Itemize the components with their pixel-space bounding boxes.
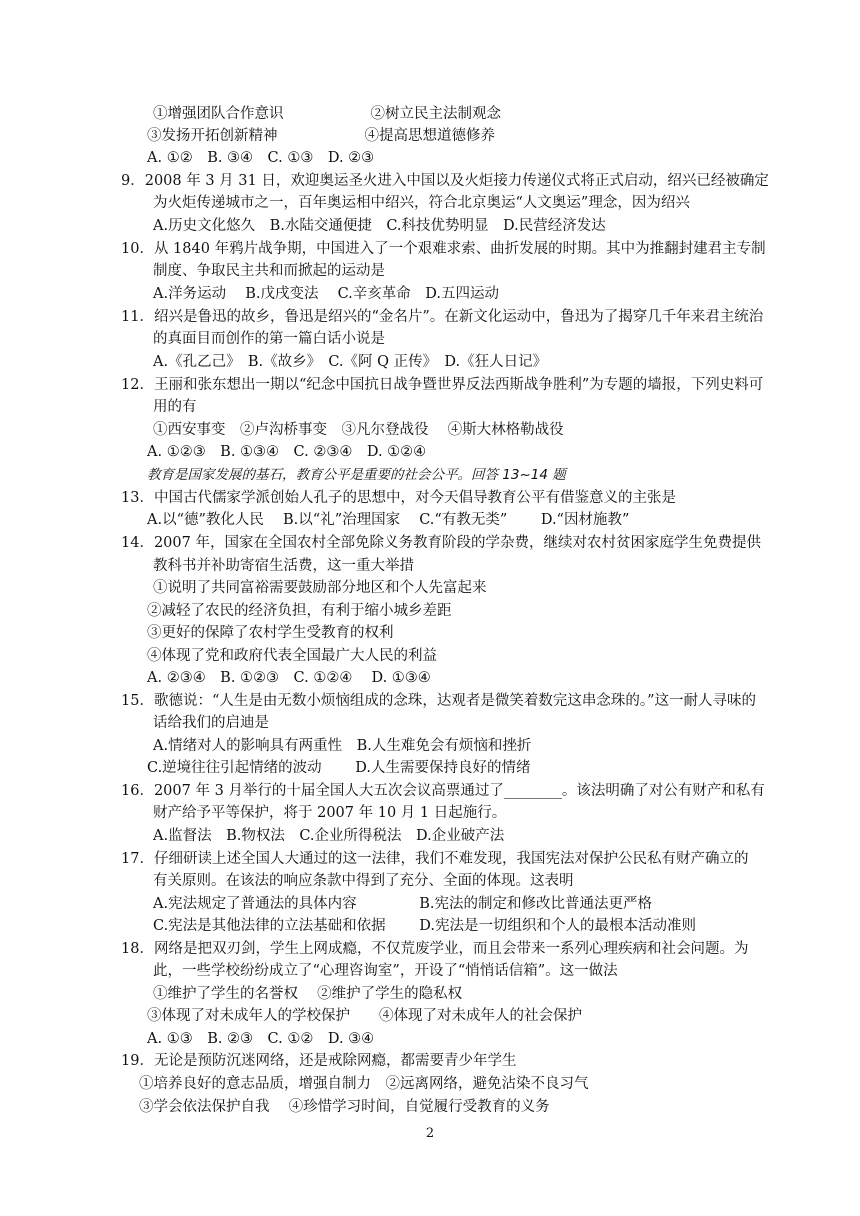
text-line: C.逆境往往引起情绪的波动 D.人生需要保持良好的情绪 bbox=[147, 760, 531, 776]
text-line: 11．绍兴是鲁迅的故乡，鲁迅是绍兴的“金名片”。在新文化运动中，鲁迅为了揭穿几千年来君主统治 bbox=[121, 309, 764, 325]
text-line: 话给我们的启迪是 bbox=[153, 715, 269, 731]
text-line: 制度、争取民主共和而掀起的运动是 bbox=[153, 263, 385, 279]
text-line: A.历史文化悠久 B.水陆交通便捷 C.科技优势明显 D.民营经济发达 bbox=[153, 218, 606, 234]
text-line: 财产给予平等保护，将于 2007 年 10 月 1 日起施行。 bbox=[153, 805, 507, 821]
text-line: 教科书并补助寄宿生活费，这一重大举措 bbox=[153, 558, 414, 574]
text-line: A.宪法规定了普通法的具体内容 B.宪法的制定和修改比普通法更严格 bbox=[153, 896, 652, 912]
text-line: C.宪法是其他法律的立法基础和依据 D.宪法是一切组织和个人的最根本活动准则 bbox=[153, 918, 697, 934]
page-number: 2 bbox=[425, 1126, 435, 1141]
text-line: 的真面目而创作的第一篇白话小说是 bbox=[153, 331, 385, 347]
text-line: 14．2007 年，国家在全国农村全部免除义务教育阶段的学杂费，继续对农村贫困家庭学生免费提供 bbox=[121, 535, 761, 551]
section-note: 教育是国家发展的基石，教育公平是重要的社会公平。回答 13~14 题 bbox=[147, 467, 566, 483]
text-line: A.监督法 B.物权法 C.企业所得税法 D.企业破产法 bbox=[153, 828, 505, 844]
text-line: ③发扬开拓创新精神 ④提高思想道德修养 bbox=[147, 128, 495, 144]
text-line: A.情绪对人的影响具有两重性 B.人生难免会有烦恼和挫折 bbox=[153, 738, 532, 754]
text-line: ①西安事变 ②卢沟桥事变 ③凡尔登战役 ④斯大林格勒战役 bbox=[153, 422, 564, 438]
text-line: A.洋务运动 B.戊戌变法 C.辛亥革命 D.五四运动 bbox=[153, 286, 499, 302]
text-line: A. ②③④ B. ①②③ C. ①②④ D. ①③④ bbox=[147, 670, 431, 686]
text-line: 为火炬传递城市之一，百年奥运相中绍兴，符合北京奥运“人文奥运”理念，因为绍兴 bbox=[153, 195, 690, 211]
text-line: ④体现了党和政府代表全国最广大人民的利益 bbox=[147, 648, 437, 664]
text-line: 10．从 1840 年鸦片战争期，中国进入了一个艰难求索、曲折发展的时期。其中为推翻封建君主专制 bbox=[121, 241, 766, 257]
text-line: 9．2008 年 3 月 31 日，欢迎奥运圣火进入中国以及火炬接力传递仪式将正式启动，绍兴已经被确定 bbox=[121, 173, 769, 189]
text-line: A. ①③ B. ②③ C. ①② D. ③④ bbox=[147, 1031, 375, 1047]
text-line: 用的有 bbox=[153, 399, 197, 415]
text-line: ①说明了共同富裕需要鼓励部分地区和个人先富起来 bbox=[153, 580, 487, 596]
text-line: ①维护了学生的名誉权 ②维护了学生的隐私权 bbox=[153, 986, 463, 1002]
text-line: 13．中国古代儒家学派创始人孔子的思想中，对今天倡导教育公平有借鉴意义的主张是 bbox=[121, 490, 676, 506]
text-line: 有关原则。在该法的响应条款中得到了充分、全面的体现。这表明 bbox=[153, 873, 574, 889]
text-line: ③更好的保障了农村学生受教育的权利 bbox=[147, 625, 394, 641]
text-line: ①增强团队合作意识 ②树立民主法制观念 bbox=[153, 106, 501, 122]
text-line: ③体现了对未成年人的学校保护 ④体现了对未成年人的社会保护 bbox=[147, 1008, 582, 1024]
text-line: 19．无论是预防沉迷网络，还是戒除网瘾，都需要青少年学生 bbox=[121, 1053, 517, 1069]
text-line: ②减轻了农民的经济负担，有利于缩小城乡差距 bbox=[147, 603, 452, 619]
text-line: A. ①② B. ③④ C. ①③ D. ②③ bbox=[147, 150, 375, 166]
text-line: ③学会依法保护自我 ④珍惜学习时间，自觉履行受教育的义务 bbox=[139, 1099, 550, 1115]
text-line: 此，一些学校纷纷成立了“心理咨询室”，开设了“悄悄话信箱”。这一做法 bbox=[153, 963, 618, 979]
text-line: 15．歌德说：“人生是由无数小烦恼组成的念珠，达观者是微笑着数完这串念珠的。”这一耐人寻味的 bbox=[121, 693, 757, 709]
text-line: ①培养良好的意志品质，增强自制力 ②远离网络，避免沾染不良习气 bbox=[139, 1076, 589, 1092]
text-line: A.以“德”教化人民 B.以“礼”治理国家 C.“有教无类” D.“因材施教” bbox=[147, 512, 630, 528]
text-line: 16．2007 年 3 月举行的十届全国人大五次会议高票通过了________。该法明确了对公有财产和私有 bbox=[121, 783, 765, 799]
text-line: A. ①②③ B. ①③④ C. ②③④ D. ①②④ bbox=[147, 444, 427, 460]
text-line: 18．网络是把双刃剑，学生上网成瘾，不仅荒废学业，而且会带来一系列心理疾病和社会问题。为 bbox=[121, 941, 749, 957]
text-line: 17．仔细研读上述全国人大通过的这一法律，我们不难发现，我国宪法对保护公民私有财产确立的 bbox=[121, 851, 749, 867]
text-line: 12．王丽和张东想出一期以“纪念中国抗日战争暨世界反法西斯战争胜利”为专题的墙报，下列史料可 bbox=[121, 377, 764, 393]
text-line: A.《孔乙己》 B.《故乡》 C.《阿 Q 正传》 D.《狂人日记》 bbox=[153, 354, 548, 370]
